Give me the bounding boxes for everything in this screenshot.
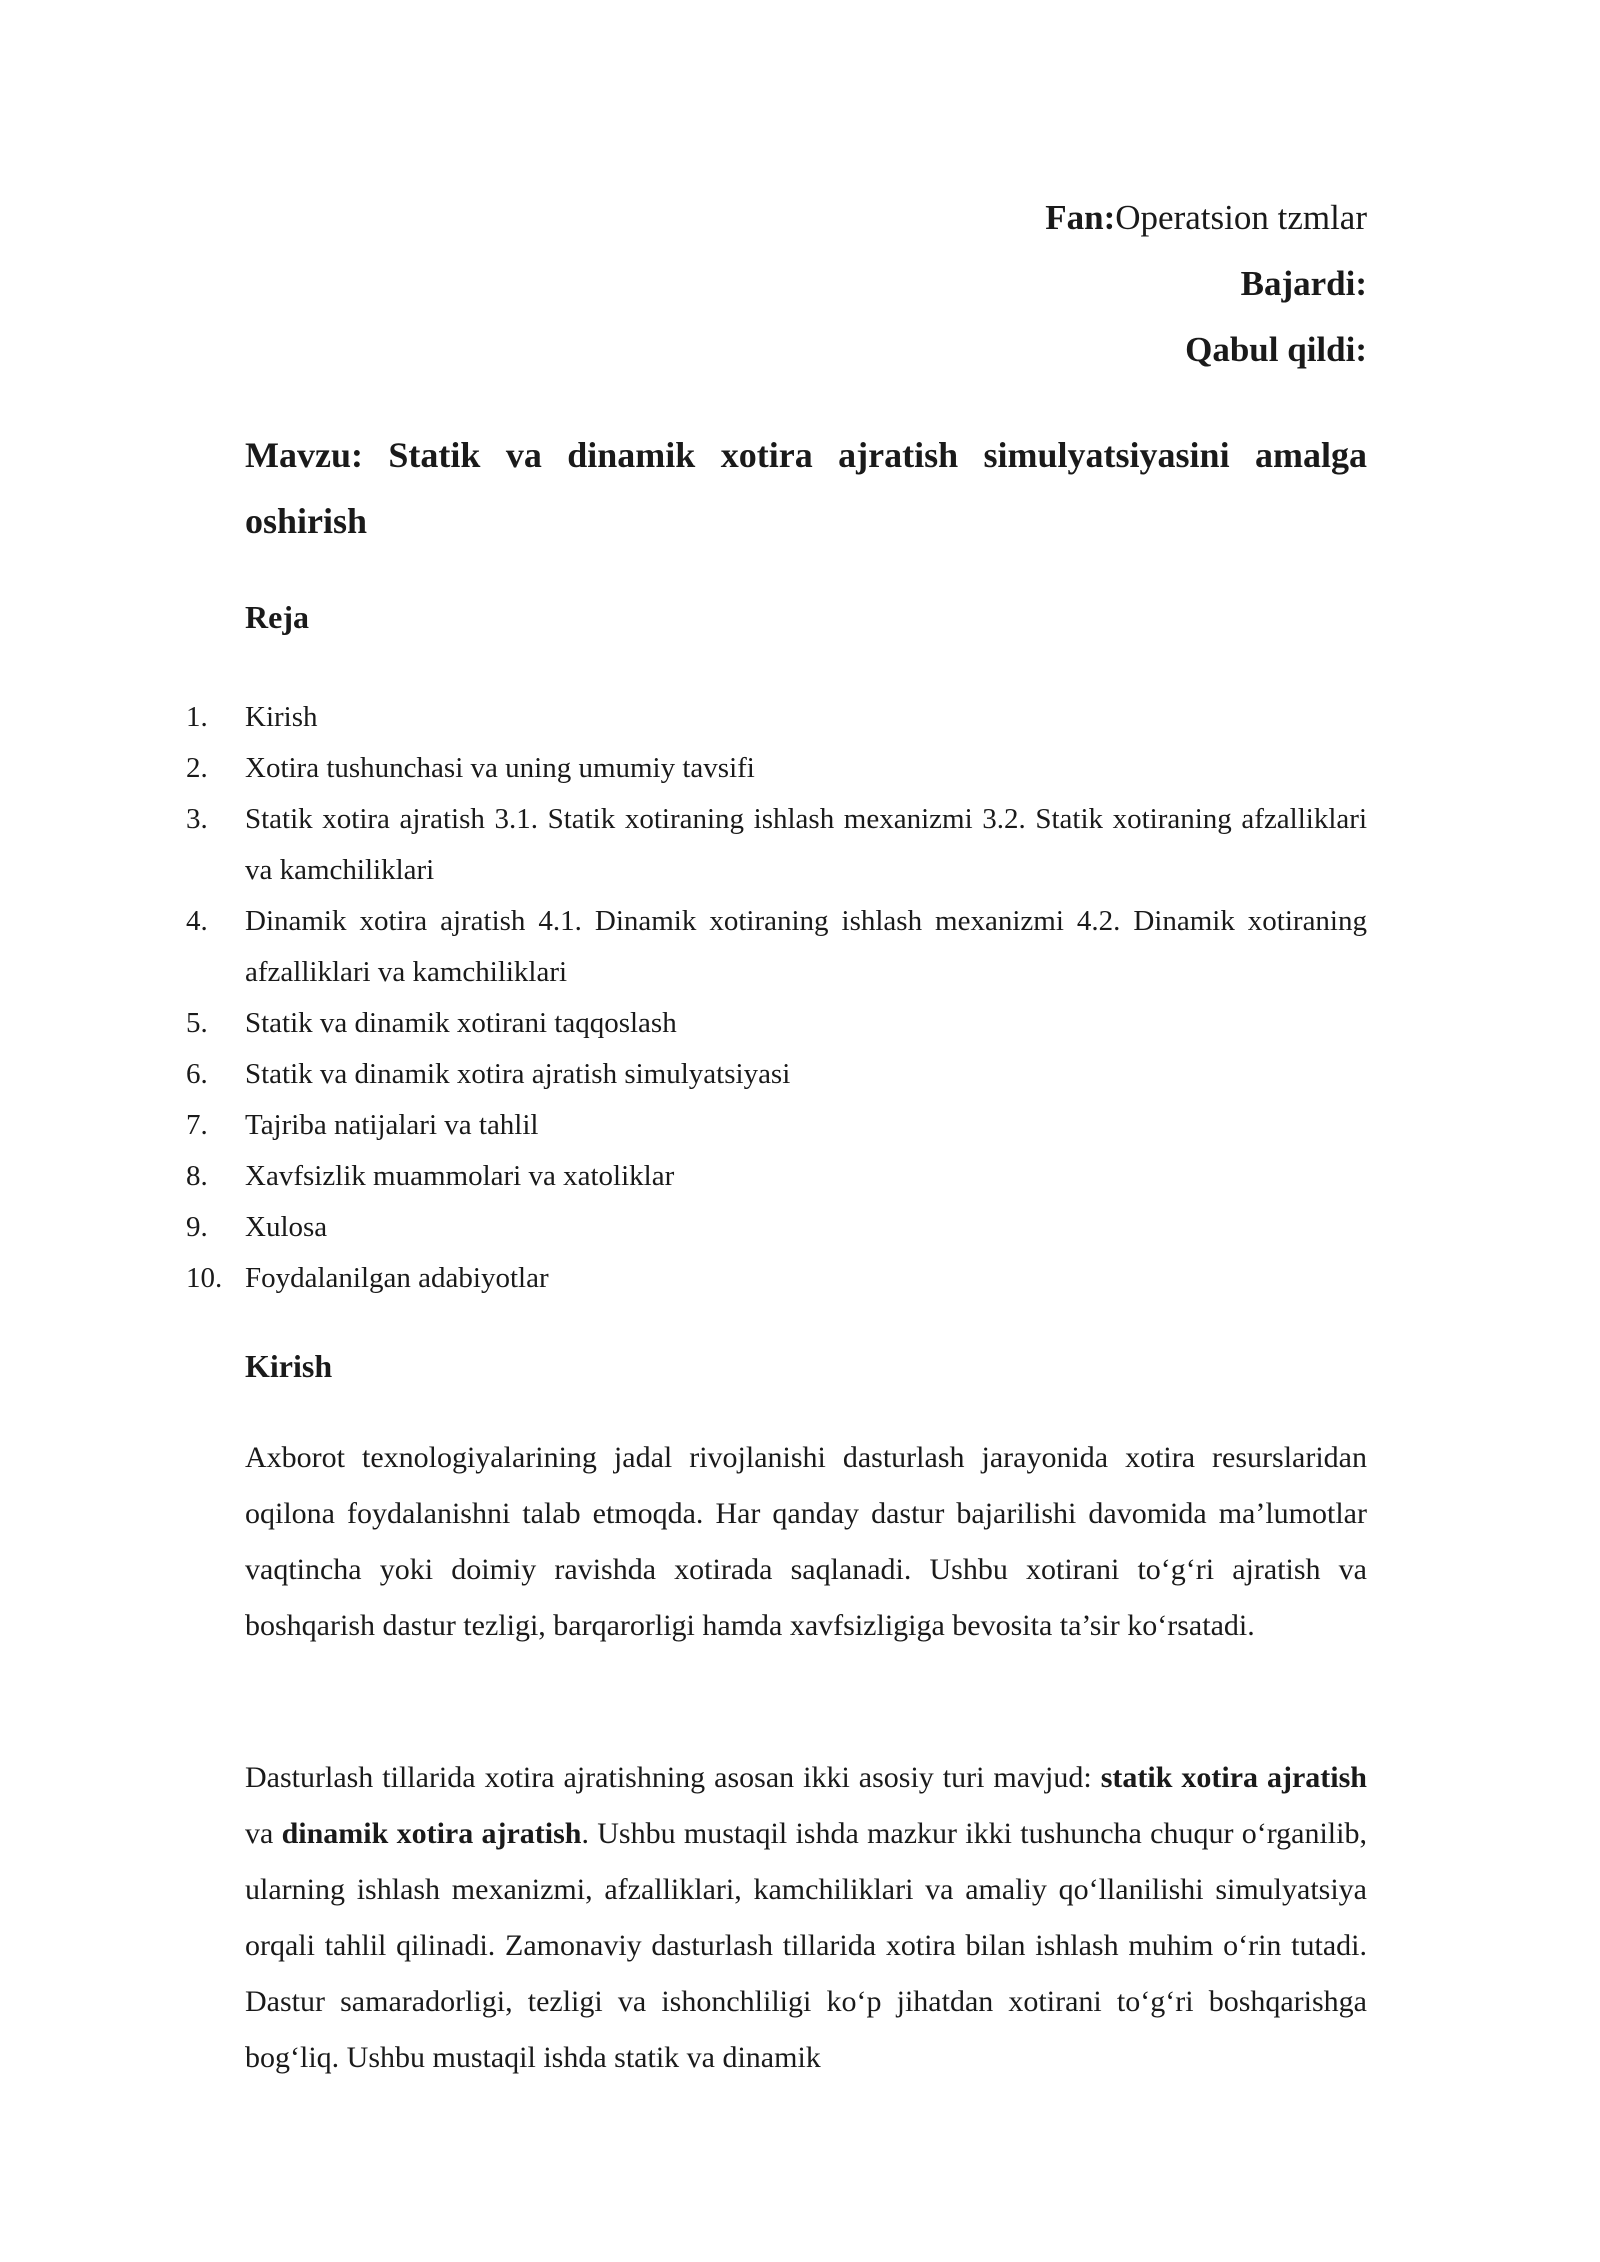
plan-item-text: Statik va dinamik xotira ajratish simulyatsiyasi (245, 1058, 791, 1090)
plan-item (0, 794, 1367, 896)
subject-label: Fan: (1045, 198, 1116, 237)
plan-item-number: 2. (186, 752, 208, 784)
plan-item-number: 9. (186, 1211, 208, 1243)
plan-item (0, 1100, 1367, 1151)
topic-title (245, 422, 1367, 554)
intro-paragraph-2 (245, 1750, 1367, 2086)
plan-item-number: 3. (186, 803, 208, 835)
performer-label: Bajardi: (1240, 264, 1367, 303)
topic-title-line-2: oshirish (245, 501, 368, 541)
intro-paragraph-1: Axborot texnologiyalarining jadal rivojlanishi dasturlash jarayonida xotira resurslaridan oqilona foydalanishni talab etmoqda. Har qanday dastur bajarilishi davomida ma’lumotlar vaqtincha yoki doimiy ravishda xotirada saqlanadi. Ushbu xotirani to‘g‘ri ajratish va boshqarish dastur tezligi, barqarorligi hamda xavfsizligiga bevosita ta’sir ko‘rsatadi. (245, 1441, 1367, 1642)
plan-item-text: Kirish (245, 701, 318, 733)
plan-item-text: Xulosa (245, 1211, 328, 1243)
plan-item-number: 8. (186, 1160, 208, 1192)
plan-item (0, 692, 1367, 743)
intro-paragraph-2-bold: dinamik xotira ajratish (281, 1817, 582, 1850)
plan-item-number: 5. (186, 1007, 208, 1039)
plan-item (0, 998, 1367, 1049)
plan-item-text: Statik xotira ajratish 3.1. Statik xotiraning ishlash mexanizmi 3.2. Statik xotiraning afzalliklari va kamchiliklari (245, 803, 1367, 886)
plan-list (0, 692, 1367, 1304)
intro-paragraph-2-bold: statik xotira ajratish (1100, 1761, 1367, 1794)
plan-item-number: 7. (186, 1109, 208, 1141)
plan-item (0, 743, 1367, 794)
intro-paragraph-2-text: Dasturlash tillarida xotira ajratishning asosan ikki asosiy turi mavjud: (245, 1761, 1101, 1794)
plan-item-number: 4. (186, 905, 208, 937)
plan-item (0, 896, 1367, 998)
topic-title-line-1: Mavzu: Statik va dinamik xotira ajratish simulyatsiyasini amalga (245, 435, 1367, 475)
plan-item-text: Xavfsizlik muammolari va xatoliklar (245, 1160, 675, 1192)
intro-paragraph-2-text: va (245, 1817, 282, 1850)
subject-value: Operatsion tzmlar (1115, 198, 1367, 237)
plan-item (0, 1049, 1367, 1100)
accepted-line (1185, 328, 1367, 372)
accepted-label: Qabul qildi: (1185, 330, 1367, 369)
plan-item-text: Tajriba natijalari va tahlil (245, 1109, 539, 1141)
plan-item-text: Dinamik xotira ajratish 4.1. Dinamik xotiraning ishlash mexanizmi 4.2. Dinamik xotiraning afzalliklari va kamchiliklari (245, 905, 1367, 988)
plan-item-text: Statik va dinamik xotirani taqqoslash (245, 1007, 677, 1039)
subject-line (1045, 196, 1367, 240)
plan-item-number: 10. (186, 1262, 223, 1294)
intro-paragraph-2-text: . Ushbu mustaqil ishda mazkur ikki tushuncha chuqur o‘rganilib, ularning ishlash mexanizmi, afzalliklari, kamchiliklari va amaliy qo‘llanilishi simulyatsiya orqali tahlil qilinadi. Zamonaviy dasturlash tillarida xotira bilan ishlash muhim o‘rin tutadi. Dastur samaradorligi, tezligi va ishonchliligi ko‘p jihatdan xotirani to‘g‘ri boshqarishga bog‘liq. Ushbu mustaqil ishda statik va dinamik (245, 1817, 1367, 2074)
plan-item (0, 1202, 1367, 1253)
plan-item (0, 1151, 1367, 1202)
plan-item-text: Xotira tushunchasi va uning umumiy tavsifi (245, 752, 755, 784)
plan-item-text: Foydalanilgan adabiyotlar (245, 1262, 549, 1294)
performer-line (1241, 262, 1367, 306)
intro-heading: Kirish (245, 1348, 333, 1384)
plan-item-number: 6. (186, 1058, 208, 1090)
plan-item-number: 1. (186, 701, 208, 733)
plan-item (0, 1253, 1367, 1304)
plan-heading: Reja (245, 599, 309, 635)
